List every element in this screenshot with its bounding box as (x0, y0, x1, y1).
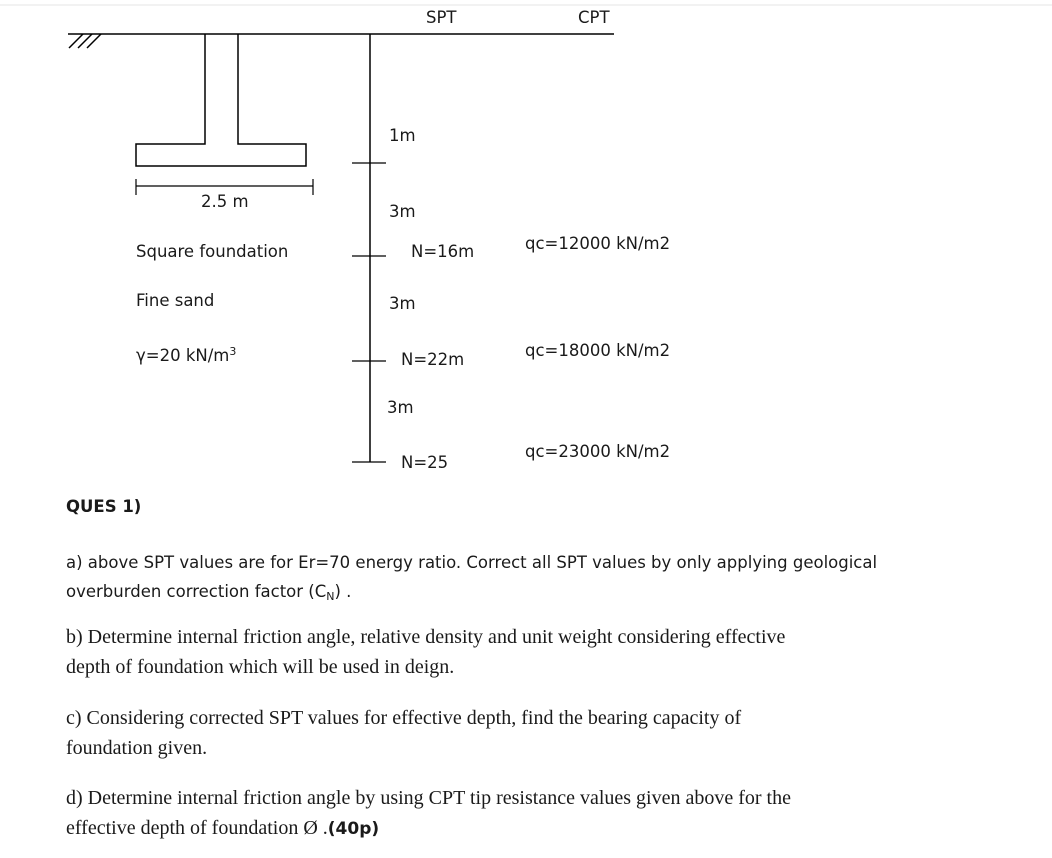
foundation-width-label: 2.5 m (201, 192, 249, 211)
cpt-header: CPT (578, 8, 610, 27)
footing-shape (136, 34, 306, 166)
layer-boundary-ticks (352, 163, 386, 462)
question-title: QUES 1) (66, 497, 142, 516)
cpt-value-1: qc=12000 kN/m2 (525, 234, 671, 253)
question-part-a: a) above SPT values are for Er=70 energy ratio. Correct all SPT values by only applying geological overburden correction factor $(C_N)$ . (66, 553, 878, 603)
spt-value-2: N=22m (401, 350, 465, 369)
layer-3-thickness: 3m (389, 294, 416, 313)
layer-1-thickness: 1m (389, 126, 416, 145)
ground-surface (68, 34, 614, 48)
spt-header: SPT (426, 8, 457, 27)
layer-4-thickness: 3m (387, 398, 414, 417)
layer-2-thickness: 3m (389, 202, 416, 221)
unit-weight-label: γ=20 $kN/m^3$ (136, 345, 237, 365)
soil-type-label: Fine sand (136, 291, 215, 310)
spt-value-1: N=16m (411, 242, 475, 261)
question-part-b: b) Determine internal friction angle, relative density and unit weight considering effective depth of foundation which will be used in deign. (66, 626, 786, 678)
cpt-value-2: qc=18000 kN/m2 (525, 341, 671, 360)
cpt-value-3: qc=23000 kN/m2 (525, 442, 671, 461)
question-part-c: c) Considering corrected SPT values for effective depth, find the bearing capacity of foundation given. (66, 707, 742, 759)
spt-value-3: N=25 (401, 453, 449, 472)
foundation-type-label: Square foundation (136, 242, 289, 261)
question-part-d: d) Determine internal friction angle by using CPT tip resistance values given above for the effective depth of foundation Ø .(40p) (66, 787, 791, 839)
